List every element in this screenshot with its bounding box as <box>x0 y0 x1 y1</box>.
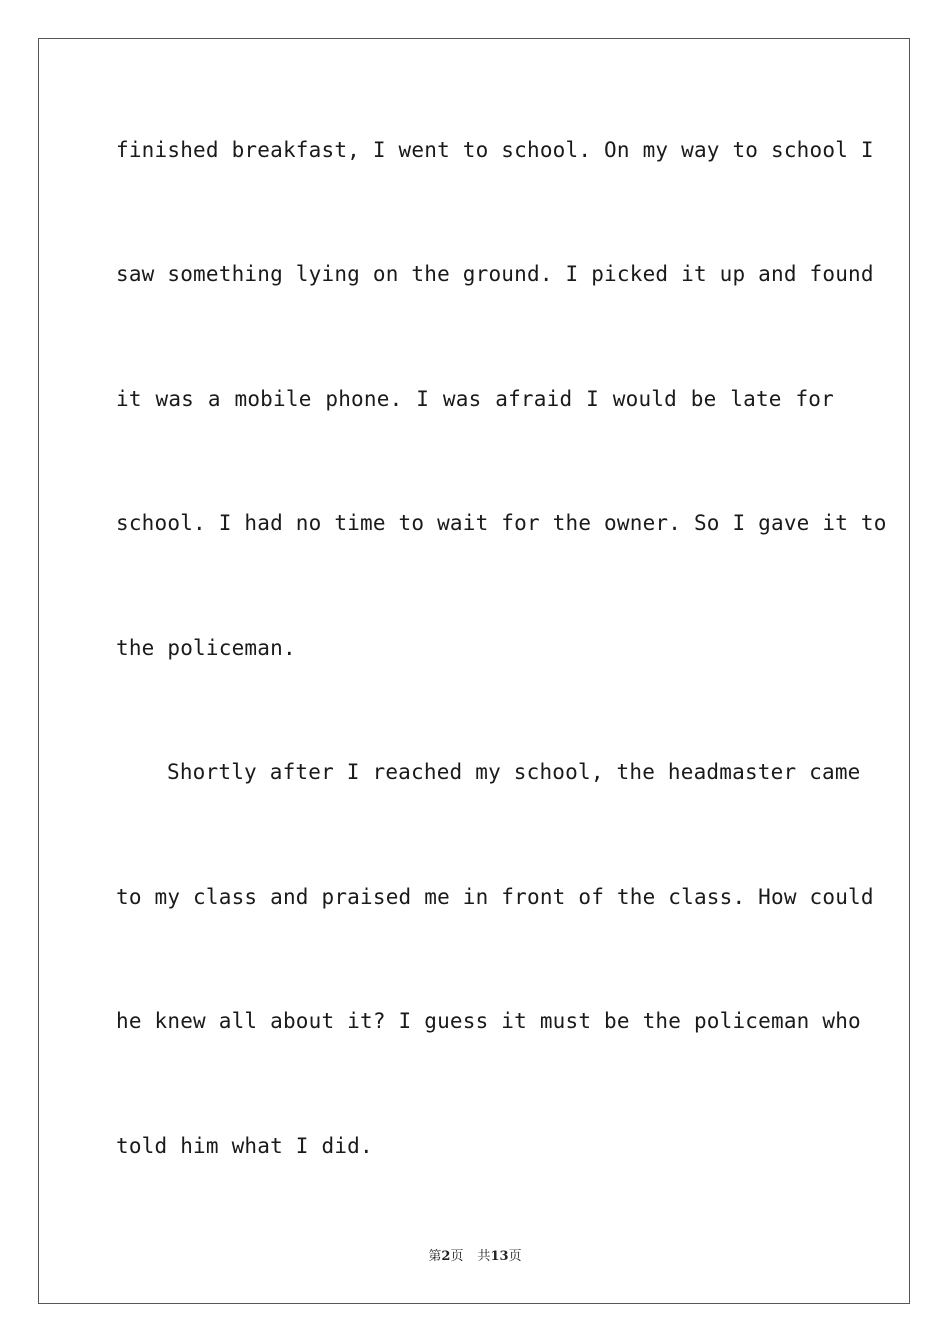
page-indicator: 第2页 <box>428 1249 464 1264</box>
page-frame <box>38 38 910 1304</box>
total-pages-indicator: 共13页 <box>477 1249 522 1264</box>
text-line: told him what I did. <box>116 1134 373 1158</box>
page-footer <box>0 1248 950 1266</box>
paragraph-start-line: Shortly after I reached my school, the headmaster came <box>167 760 861 784</box>
text-line: finished breakfast, I went to school. On my way to school I <box>116 138 874 162</box>
text-line: it was a mobile phone. I was afraid I would be late for <box>116 387 834 411</box>
current-page-number: 2 <box>441 1249 451 1264</box>
text-line: to my class and praised me in front of the class. How could <box>116 885 874 909</box>
total-page-count: 13 <box>490 1249 509 1264</box>
text-line: saw something lying on the ground. I picked it up and found <box>116 262 874 286</box>
text-line: he knew all about it? I guess it must be the policeman who <box>116 1009 861 1033</box>
text-line: school. I had no time to wait for the owner. So I gave it to <box>116 511 887 535</box>
text-line: the policeman. <box>116 636 296 660</box>
